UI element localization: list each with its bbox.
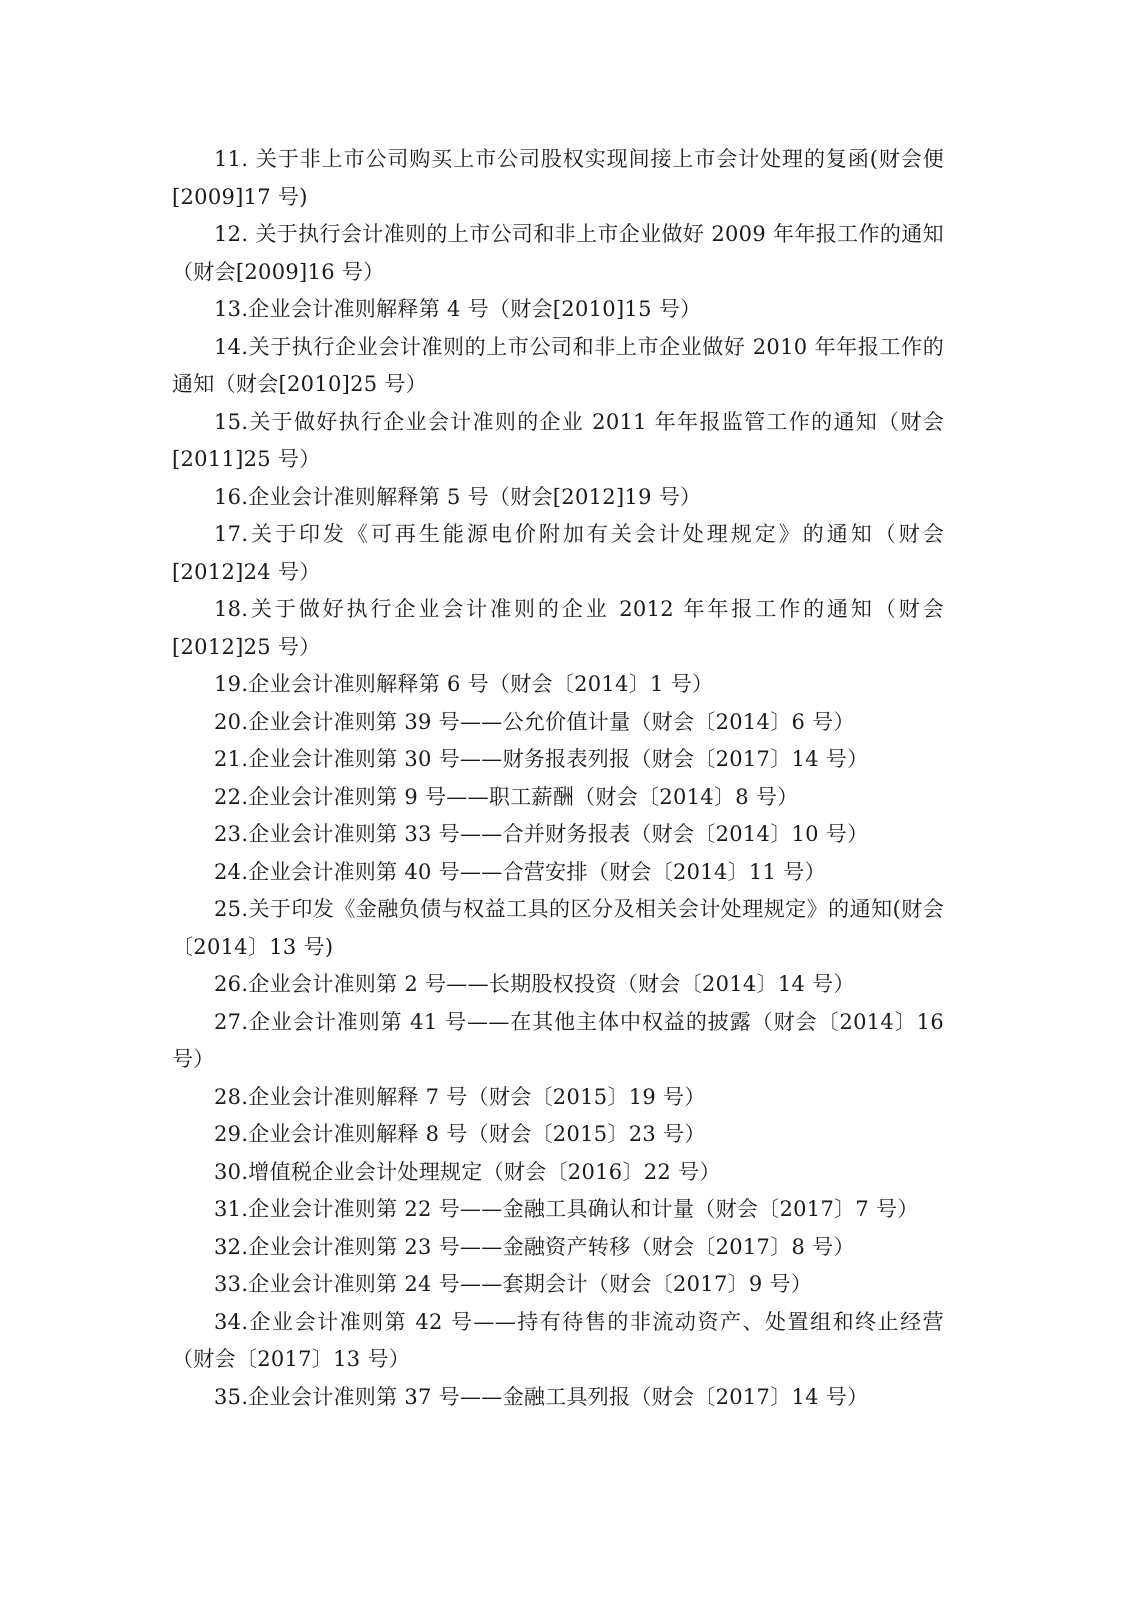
list-item: 26.企业会计准则第 2 号——长期股权投资（财会〔2014〕14 号） (214, 972, 855, 996)
list-item: 32.企业会计准则第 23 号——金融资产转移（财会〔2017〕8 号） (214, 1234, 855, 1259)
list-item: 17.关于印发《可再生能源电价附加有关会计处理规定》的通知（财会[2012]24 号） (172, 522, 944, 584)
list-item: 27.企业会计准则第 41 号——在其他主体中权益的披露（财会〔2014〕16 号） (172, 1009, 944, 1071)
regulation-list (172, 141, 944, 1416)
list-item: 13.企业会计准则解释第 4 号（财会[2010]15 号） (214, 297, 702, 321)
list-item: 23.企业会计准则第 33 号——合并财务报表（财会〔2014〕10 号） (214, 822, 869, 846)
list-item: 33.企业会计准则第 24 号——套期会计（财会〔2017〕9 号） (214, 1272, 813, 1296)
list-item: 11. 关于非上市公司购买上市公司股权实现间接上市会计处理的复函(财会便[2009]17 号) (172, 147, 944, 209)
list-item: 19.企业会计准则解释第 6 号（财会〔2014〕1 号） (214, 672, 714, 696)
list-item: 25.关于印发《金融负债与权益工具的区分及相关会计处理规定》的通知(财会〔2014〕13 号) (172, 897, 944, 959)
list-item: 30.增值税企业会计处理规定（财会〔2016〕22 号） (214, 1159, 721, 1184)
list-item: 18.关于做好执行企业会计准则的企业 2012 年年报工作的通知（财会[2012]25 号） (172, 597, 944, 659)
list-item: 14.关于执行企业会计准则的上市公司和非上市企业做好 2010 年年报工作的通知（财会[2010]25 号） (172, 334, 944, 396)
list-item: 16.企业会计准则解释第 5 号（财会[2012]19 号） (214, 484, 702, 509)
list-item: 35.企业会计准则第 37 号——金融工具列报（财会〔2017〕14 号） (214, 1384, 869, 1409)
list-item: 24.企业会计准则第 40 号——合营安排（财会〔2014〕11 号） (214, 859, 826, 884)
list-item: 20.企业会计准则第 39 号——公允价值计量（财会〔2014〕6 号） (214, 709, 855, 734)
list-item: 12. 关于执行会计准则的上市公司和非上市企业做好 2009 年年报工作的通知（财会[2009]16 号） (172, 222, 944, 284)
list-item: 15.关于做好执行企业会计准则的企业 2011 年年报监管工作的通知（财会[2011]25 号） (172, 409, 944, 471)
list-item: 22.企业会计准则第 9 号——职工薪酬（财会〔2014〕8 号） (214, 784, 799, 809)
list-item: 34.企业会计准则第 42 号——持有待售的非流动资产、处置组和终止经营（财会〔2017〕13 号） (172, 1309, 944, 1371)
list-item: 21.企业会计准则第 30 号——财务报表列报（财会〔2017〕14 号） (214, 747, 869, 771)
list-item: 29.企业会计准则解释 8 号（财会〔2015〕23 号） (214, 1122, 706, 1146)
list-item: 31.企业会计准则第 22 号——金融工具确认和计量（财会〔2017〕7 号） (214, 1197, 919, 1221)
list-item: 28.企业会计准则解释 7 号（财会〔2015〕19 号） (214, 1084, 706, 1109)
